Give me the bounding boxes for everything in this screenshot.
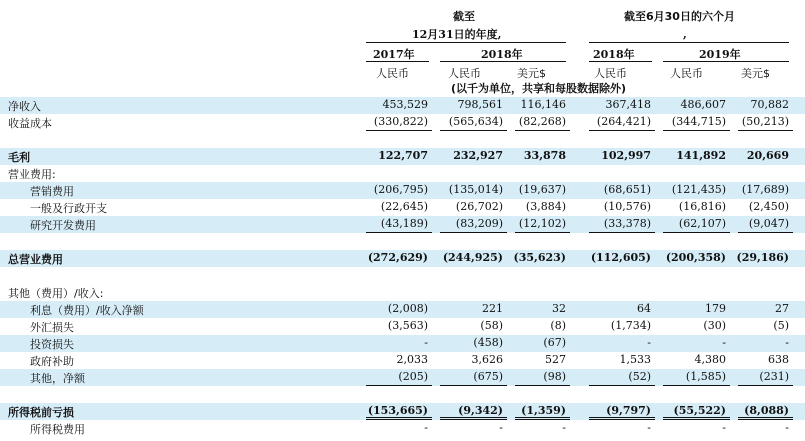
row-value: - xyxy=(722,421,726,434)
total-double-rule xyxy=(440,417,507,420)
row-value: - xyxy=(424,336,428,349)
row-value: (458) xyxy=(473,336,503,349)
row-label: 一般及行政开支 xyxy=(30,202,107,215)
subtotal-rule xyxy=(589,232,655,233)
table-row xyxy=(0,233,805,250)
row-value: (29,186) xyxy=(736,251,789,264)
group1-title-line1: 截至 xyxy=(453,10,475,23)
row-value: (231) xyxy=(759,370,789,383)
row-label: 其他，净额 xyxy=(30,372,85,385)
currency-1: 人民币 xyxy=(376,67,409,80)
table-row xyxy=(0,114,805,131)
row-value: (22,645) xyxy=(380,200,428,213)
group2-underline xyxy=(589,42,789,43)
year-2018-annual: 2018年 xyxy=(481,48,523,61)
row-value: (200,358) xyxy=(665,251,726,264)
row-value: 102,997 xyxy=(601,149,651,162)
row-label: 投资损失 xyxy=(30,338,74,351)
row-value: (62,107) xyxy=(678,217,726,230)
row-value: (205) xyxy=(398,370,428,383)
table-row xyxy=(0,165,805,182)
table-row xyxy=(0,199,805,216)
year-2017: 2017年 xyxy=(373,48,415,61)
table-row xyxy=(0,250,805,267)
row-label: 外汇损失 xyxy=(30,321,74,334)
subtotal-rule xyxy=(663,232,730,233)
row-value: (272,629) xyxy=(367,251,428,264)
row-value: (2,008) xyxy=(387,302,428,315)
row-value: (30) xyxy=(703,319,726,332)
row-value: (17,689) xyxy=(741,183,789,196)
row-label: 营业费用: xyxy=(8,168,56,181)
row-value: (344,715) xyxy=(671,115,726,128)
year-2019-half: 2019年 xyxy=(699,48,741,61)
total-double-rule xyxy=(738,417,793,420)
row-value: 3,626 xyxy=(471,353,503,366)
row-value: 27 xyxy=(775,302,789,315)
row-value: (9,047) xyxy=(748,217,789,230)
total-double-rule xyxy=(589,417,655,420)
row-label: 所得税费用 xyxy=(30,423,85,436)
table-row xyxy=(0,216,805,233)
row-value: - xyxy=(424,421,428,434)
table-row xyxy=(0,284,805,301)
subtotal-rule xyxy=(738,130,793,131)
subtotal-rule xyxy=(440,232,507,233)
row-value: (12,102) xyxy=(518,217,566,230)
currency-6: 美元$ xyxy=(741,67,770,80)
row-value: (83,209) xyxy=(455,217,503,230)
row-value: - xyxy=(722,336,726,349)
subtotal-rule xyxy=(589,385,655,386)
row-value: (35,623) xyxy=(513,251,566,264)
row-value: (244,925) xyxy=(442,251,503,264)
subtotal-rule xyxy=(515,385,570,386)
row-label: 净收入 xyxy=(8,100,41,113)
row-value: (264,421) xyxy=(596,115,651,128)
row-value: 798,561 xyxy=(457,98,503,111)
row-label: 毛利 xyxy=(8,151,30,164)
row-label: 政府补助 xyxy=(30,355,74,368)
currency-5: 人民币 xyxy=(670,67,703,80)
year-underline-2018h xyxy=(589,61,652,62)
row-value: 1,533 xyxy=(619,353,651,366)
year-underline-2017 xyxy=(366,61,429,62)
subtotal-rule xyxy=(738,385,793,386)
row-value: (206,795) xyxy=(373,183,428,196)
row-label: 收益成本 xyxy=(8,117,52,130)
row-value: 367,418 xyxy=(605,98,651,111)
table-row xyxy=(0,352,805,369)
subtotal-rule xyxy=(589,130,655,131)
row-value: (8) xyxy=(550,319,566,332)
row-value: (9,342) xyxy=(458,404,503,417)
row-value: (135,014) xyxy=(448,183,503,196)
row-value: 453,529 xyxy=(382,98,428,111)
group1-title-line2: 12月31日的年度, xyxy=(412,28,502,41)
year-underline-2018 xyxy=(440,61,566,62)
table-row xyxy=(0,182,805,199)
row-value: (82,268) xyxy=(518,115,566,128)
table-row xyxy=(0,386,805,403)
year-underline-2019h xyxy=(663,61,789,62)
row-value: (330,822) xyxy=(373,115,428,128)
row-value: (98) xyxy=(543,370,566,383)
row-label: 研究开发费用 xyxy=(30,219,96,232)
subtotal-rule xyxy=(663,385,730,386)
row-value: (1,734) xyxy=(610,319,651,332)
currency-2: 人民币 xyxy=(448,67,481,80)
row-value: 221 xyxy=(482,302,503,315)
row-value: (1,359) xyxy=(521,404,566,417)
table-row xyxy=(0,420,805,437)
row-label: 利息（费用）/收入净额 xyxy=(30,304,144,317)
row-value: (19,637) xyxy=(518,183,566,196)
currency-4: 人民币 xyxy=(594,67,627,80)
row-label: 营销费用 xyxy=(30,185,74,198)
table-row xyxy=(0,267,805,284)
row-value: (9,797) xyxy=(606,404,651,417)
row-value: (55,522) xyxy=(673,404,726,417)
row-label: 其他（费用）/收入: xyxy=(8,287,104,300)
row-value: 64 xyxy=(637,302,651,315)
subtotal-rule xyxy=(515,232,570,233)
total-double-rule xyxy=(515,417,570,420)
total-double-rule xyxy=(366,417,432,420)
row-value: (16,816) xyxy=(678,200,726,213)
row-value: - xyxy=(647,336,651,349)
row-value: 4,380 xyxy=(694,353,726,366)
subtotal-rule xyxy=(366,130,432,131)
subtotal-rule xyxy=(366,385,432,386)
row-value: 2,033 xyxy=(396,353,428,366)
row-value: (153,665) xyxy=(367,404,428,417)
table-row xyxy=(0,148,805,165)
table-row xyxy=(0,335,805,352)
row-value: (67) xyxy=(543,336,566,349)
subtotal-rule xyxy=(440,130,507,131)
row-value: (565,634) xyxy=(448,115,503,128)
year-2018-half: 2018年 xyxy=(593,48,635,61)
row-value: (5) xyxy=(773,319,789,332)
row-value: (121,435) xyxy=(671,183,726,196)
row-value: (1,585) xyxy=(685,370,726,383)
row-value: (10,576) xyxy=(603,200,651,213)
row-value: - xyxy=(785,336,789,349)
row-value: 486,607 xyxy=(680,98,726,111)
row-value: 70,882 xyxy=(750,98,789,111)
subtotal-rule xyxy=(440,385,507,386)
row-value: (675) xyxy=(473,370,503,383)
subtotal-rule xyxy=(738,232,793,233)
subtotal-rule xyxy=(515,130,570,131)
row-value: - xyxy=(647,421,651,434)
table-row xyxy=(0,301,805,318)
row-value: (3,563) xyxy=(387,319,428,332)
group1-underline xyxy=(366,42,566,43)
total-double-rule xyxy=(663,417,730,420)
table-row xyxy=(0,369,805,386)
row-value: (112,605) xyxy=(590,251,651,264)
row-value: (33,378) xyxy=(603,217,651,230)
row-value: - xyxy=(785,421,789,434)
subtotal-rule xyxy=(663,130,730,131)
row-value: 32 xyxy=(552,302,566,315)
row-value: 33,878 xyxy=(523,149,566,162)
row-value: 141,892 xyxy=(676,149,726,162)
row-value: (58) xyxy=(480,319,503,332)
row-value: (50,213) xyxy=(741,115,789,128)
row-value: 638 xyxy=(768,353,789,366)
row-value: - xyxy=(562,421,566,434)
row-value: 527 xyxy=(545,353,566,366)
row-value: 116,146 xyxy=(520,98,566,111)
row-label: 所得税前亏损 xyxy=(8,406,74,419)
row-value: - xyxy=(499,421,503,434)
group2-title-line1: 截至6月30日的六个月 xyxy=(624,10,735,23)
row-value: (68,651) xyxy=(603,183,651,196)
row-value: 232,927 xyxy=(453,149,503,162)
row-value: (52) xyxy=(628,370,651,383)
unit-note: (以千为单位，共享和每股数据除外) xyxy=(451,82,627,95)
table-row xyxy=(0,318,805,335)
row-value: (8,088) xyxy=(744,404,789,417)
row-value: (26,702) xyxy=(455,200,503,213)
row-value: (43,189) xyxy=(380,217,428,230)
group2-title-line2: , xyxy=(683,28,687,41)
row-value: (2,450) xyxy=(748,200,789,213)
row-label: 总营业费用 xyxy=(8,253,63,266)
row-value: 20,669 xyxy=(746,149,789,162)
row-value: (3,884) xyxy=(525,200,566,213)
currency-3: 美元$ xyxy=(517,67,546,80)
subtotal-rule xyxy=(366,232,432,233)
table-row xyxy=(0,131,805,148)
row-value: 179 xyxy=(705,302,726,315)
table-row xyxy=(0,97,805,114)
row-value: 122,707 xyxy=(378,149,428,162)
